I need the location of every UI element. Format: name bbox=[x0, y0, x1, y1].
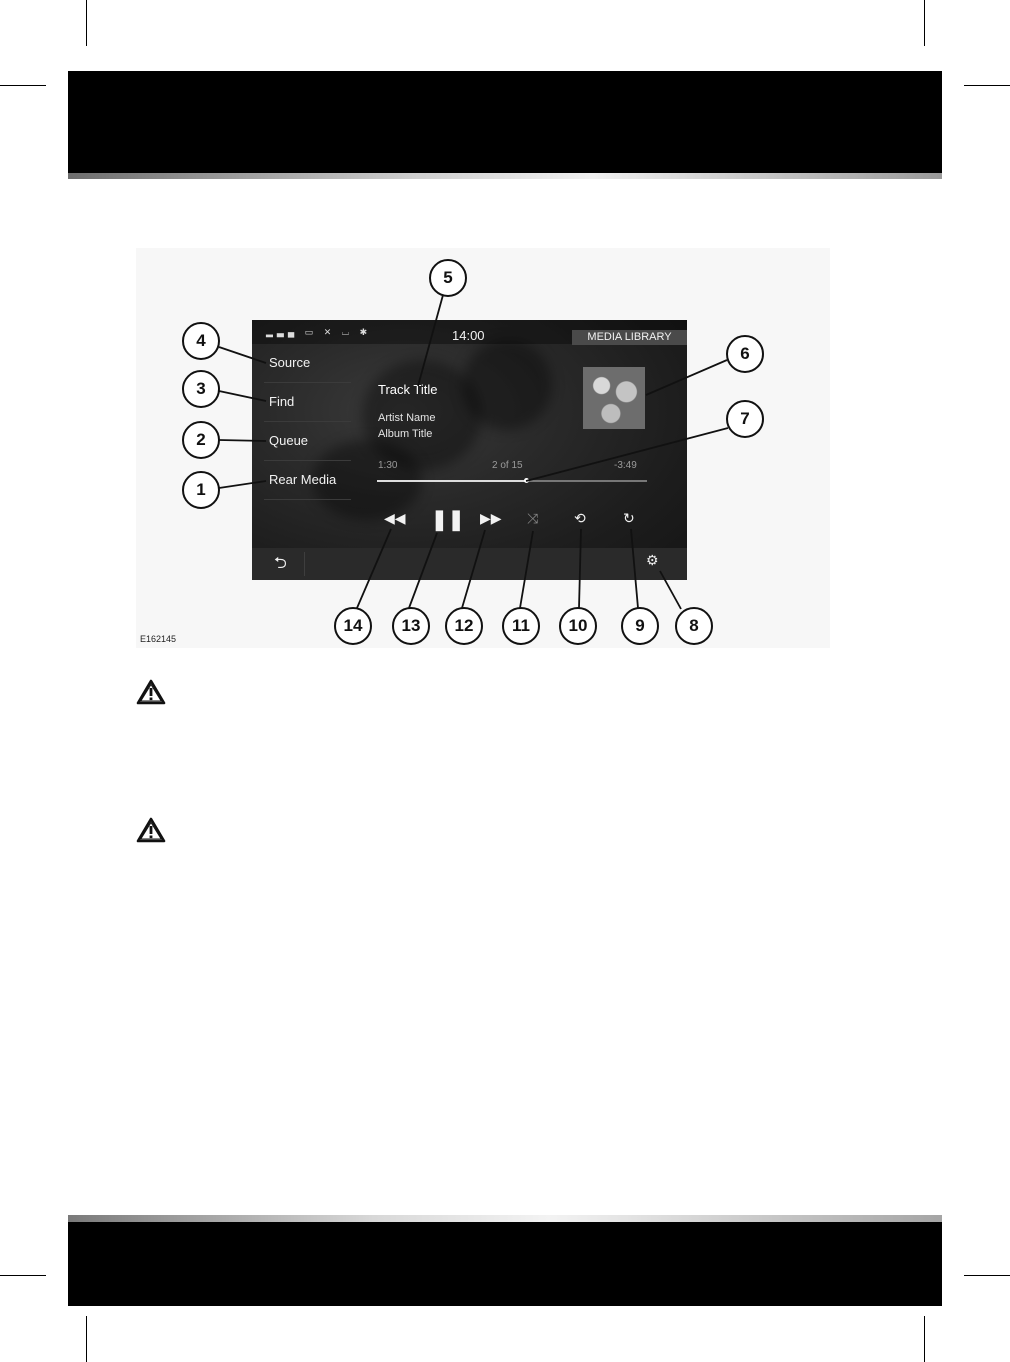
track-count: 2 of 15 bbox=[492, 460, 523, 471]
repeat-icon[interactable]: ⟲ bbox=[574, 510, 586, 526]
album-title: Album Title bbox=[378, 428, 433, 440]
callout-6: 6 bbox=[726, 335, 764, 373]
media-library-tab[interactable]: MEDIA LIBRARY bbox=[572, 330, 687, 345]
crop-mark bbox=[964, 1275, 1010, 1276]
status-icons bbox=[266, 327, 371, 338]
crop-mark bbox=[964, 85, 1010, 86]
track-title: Track Title bbox=[378, 382, 438, 397]
signal-icon: ▂▃▄ bbox=[266, 327, 299, 337]
figure-code: E162145 bbox=[140, 634, 177, 644]
no-signal-icon: ✕ bbox=[323, 327, 336, 337]
progress-bar[interactable] bbox=[377, 480, 647, 482]
settings-icon[interactable]: ⚙ bbox=[646, 552, 659, 568]
divider bbox=[304, 552, 305, 576]
bluetooth-icon: ✱ bbox=[359, 327, 372, 337]
callout-12: 12 bbox=[445, 607, 483, 645]
media-screen bbox=[252, 320, 687, 580]
callout-3: 3 bbox=[182, 370, 220, 408]
callout-7: 7 bbox=[726, 400, 764, 438]
crop-mark bbox=[86, 0, 87, 46]
warning-icon bbox=[136, 679, 166, 705]
callout-9: 9 bbox=[621, 607, 659, 645]
callout-13: 13 bbox=[392, 607, 430, 645]
menu-item-find[interactable]: Find bbox=[264, 383, 351, 422]
progress-fill bbox=[377, 480, 526, 482]
remaining-time: -3:49 bbox=[614, 460, 637, 471]
page-header-bar bbox=[68, 71, 942, 174]
callout-10: 10 bbox=[559, 607, 597, 645]
header-rule bbox=[68, 173, 942, 179]
shuffle-icon[interactable]: ⤨ bbox=[527, 510, 539, 526]
album-artwork bbox=[583, 367, 645, 429]
crop-mark bbox=[0, 1275, 46, 1276]
callout-11: 11 bbox=[502, 607, 540, 645]
crop-mark bbox=[0, 85, 46, 86]
elapsed-time: 1:30 bbox=[378, 460, 398, 471]
bottom-bar bbox=[252, 548, 687, 580]
callout-2: 2 bbox=[182, 421, 220, 459]
battery-icon: ▭ bbox=[304, 327, 318, 337]
callout-14: 14 bbox=[334, 607, 372, 645]
progress-handle[interactable] bbox=[524, 478, 529, 483]
crop-mark bbox=[924, 1316, 925, 1362]
back-icon[interactable]: ⮌ bbox=[274, 555, 287, 572]
artist-name: Artist Name bbox=[378, 412, 436, 424]
warning-icon bbox=[136, 817, 166, 843]
fast-forward-icon[interactable]: ▶▶ bbox=[480, 510, 502, 526]
crop-mark bbox=[86, 1316, 87, 1362]
menu-item-source[interactable]: Source bbox=[264, 344, 351, 383]
clock: 14:00 bbox=[452, 328, 485, 343]
rewind-icon[interactable]: ◀◀ bbox=[384, 510, 406, 526]
crop-mark bbox=[924, 0, 925, 46]
menu-item-rear-media[interactable]: Rear Media bbox=[264, 461, 351, 500]
phone-icon: ⌴ bbox=[341, 327, 354, 337]
callout-5: 5 bbox=[429, 259, 467, 297]
pause-icon[interactable]: ❚❚ bbox=[431, 509, 465, 531]
genius-icon[interactable]: ↻ bbox=[623, 510, 635, 526]
callout-1: 1 bbox=[182, 471, 220, 509]
menu-item-queue[interactable]: Queue bbox=[264, 422, 351, 461]
callout-8: 8 bbox=[675, 607, 713, 645]
footer-rule bbox=[68, 1215, 942, 1222]
callout-4: 4 bbox=[182, 322, 220, 360]
page-footer-bar bbox=[68, 1222, 942, 1306]
